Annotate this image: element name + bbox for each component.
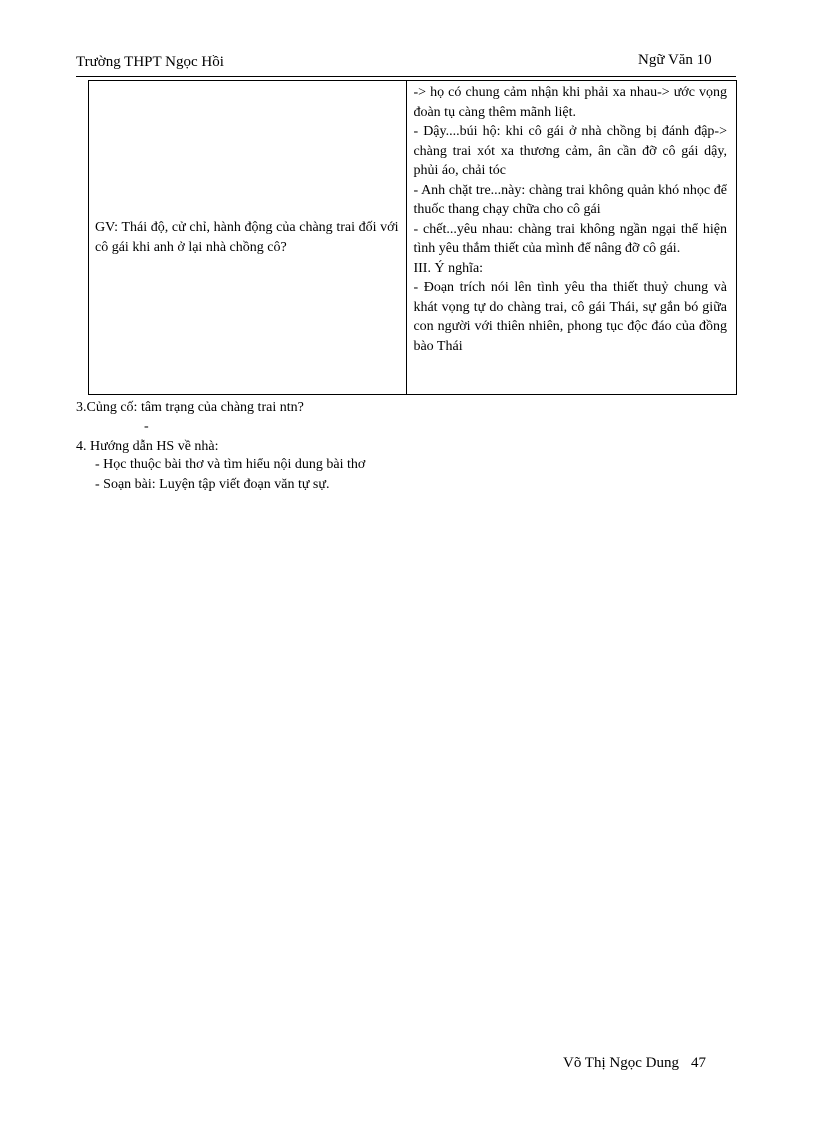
homework-item: - Soạn bài: Luyện tập viết đoạn văn tự sự. (95, 477, 330, 492)
header-school: Trường THPT Ngọc Hồi (76, 54, 224, 70)
consolidation-text: 3.Củng cố: tâm trạng của chàng trai ntn? (76, 400, 304, 415)
footer (563, 1055, 706, 1072)
page-number: 47 (690, 1055, 706, 1071)
answer-line: - Đoạn trích nói lên tình yêu tha thiết thuỷ chung và khát vọng tự do chàng trai, cô gái Thái, sự gắn bó giữa con người với thiên nhiên, phong tục độc đáo của đồng bào Thái (413, 280, 727, 354)
lesson-table (88, 80, 737, 395)
answer-line: - chết...yêu nhau: chàng trai không ngần ngại thể hiện tình yêu thắm thiết của mình để nâng đỡ cô gái. (413, 221, 727, 256)
header-divider (76, 76, 736, 77)
answer-line: - Dậy....búi hộ: khi cô gái ở nhà chồng bị đánh đập-> chàng trai xót xa thương cảm, ân cần đỡ cô gái dậy, phủi áo, chải tóc (413, 124, 727, 178)
question-text: GV: Thái độ, cử chỉ, hành động của chàng trai đối với cô gái khi anh ở lại nhà chồng cô? (95, 220, 399, 255)
dash-marker: - (144, 419, 149, 434)
answer-cell (407, 81, 737, 395)
section-heading: III. Ý nghĩa: (413, 260, 484, 276)
footer-author: Võ Thị Ngọc Dung (563, 1055, 679, 1071)
homework-title: 4. Hướng dẫn HS về nhà: (76, 439, 219, 454)
question-cell (89, 81, 407, 395)
answer-line: - Anh chặt tre...này: chàng trai không quản khó nhọc để thuốc thang chạy chữa cho cô gái (413, 182, 727, 217)
homework-item: - Học thuộc bài thơ và tìm hiểu nội dung bài thơ (95, 457, 366, 472)
table-row (89, 81, 737, 395)
answer-line: -> họ có chung cảm nhận khi phải xa nhau-> ước vọng đoàn tụ càng thêm mãnh liệt. (413, 85, 727, 120)
header-subject: Ngữ Văn 10 (638, 52, 712, 68)
